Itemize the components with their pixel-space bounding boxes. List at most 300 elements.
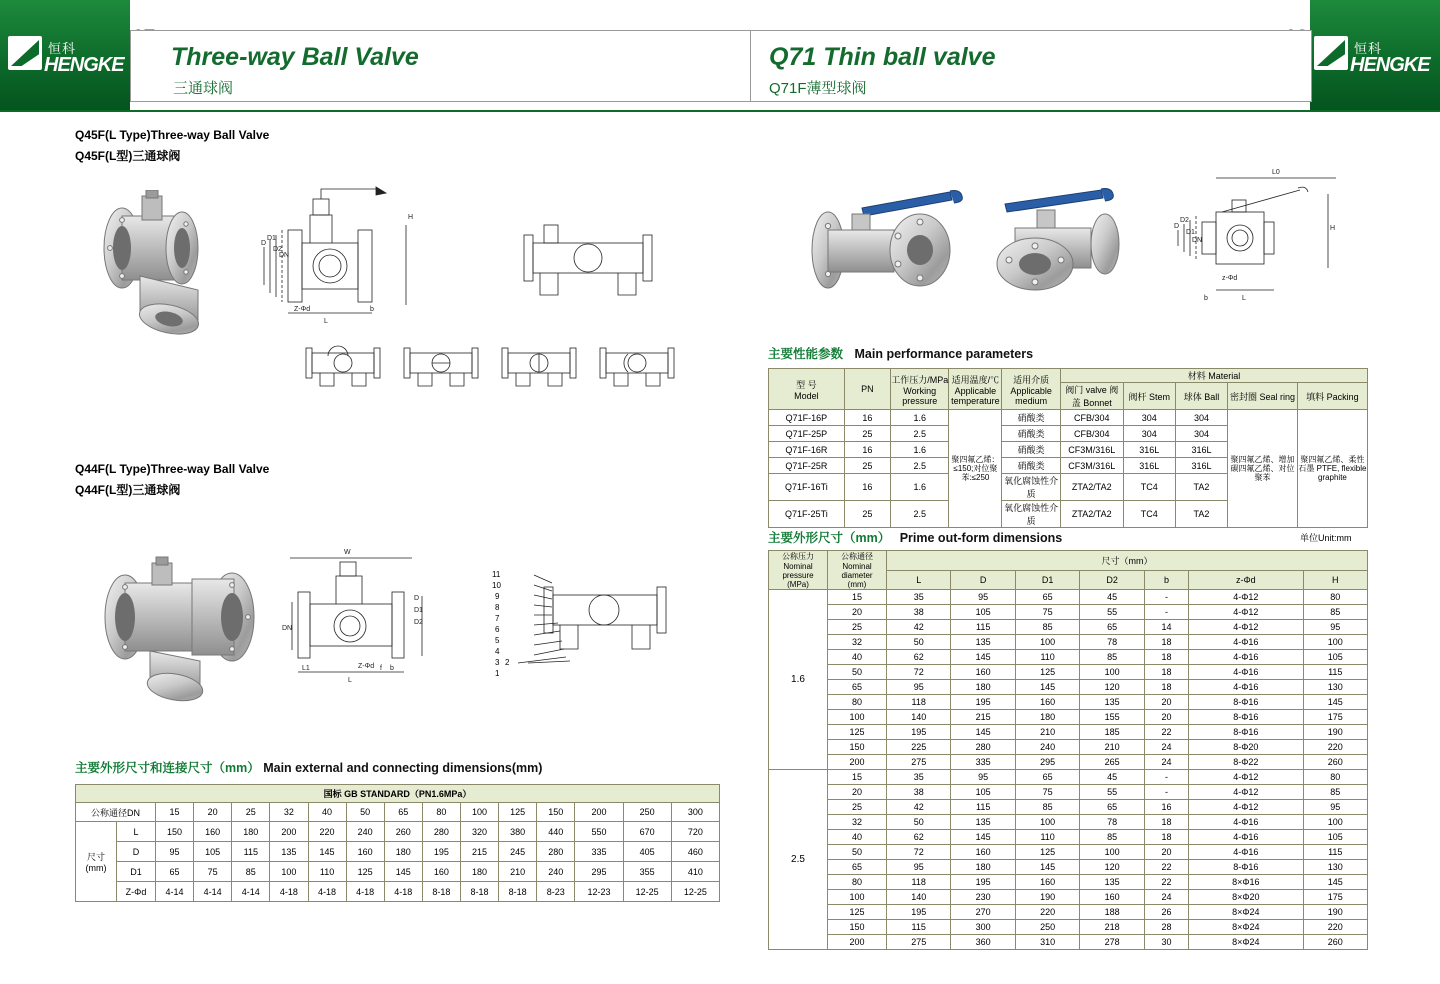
dim-row — [769, 620, 1368, 635]
perf-cell-stem: TC4 — [1123, 474, 1175, 501]
left-table-cell: 8-18 — [499, 882, 537, 902]
left-table-dn-cell: 300 — [671, 803, 719, 822]
left-table-cell: 135 — [270, 842, 308, 862]
dim-cell-D1: 85 — [1015, 800, 1079, 815]
dim-cell-L: 195 — [887, 725, 951, 740]
dim-cell-b: 20 — [1144, 845, 1188, 860]
dim-cell-zd: 4-Φ12 — [1189, 770, 1303, 785]
svg-text:Z-Φd: Z-Φd — [358, 663, 375, 670]
callout-4: 4 — [495, 647, 500, 656]
dim-cell-H: 95 — [1303, 620, 1368, 635]
dim-cell-D: 135 — [951, 635, 1015, 650]
perf-head-seal: 密封圈 Seal ring — [1228, 383, 1298, 410]
left-table-cell: 180 — [461, 862, 499, 882]
dim-cell-H: 80 — [1303, 590, 1368, 605]
svg-text:D1: D1 — [267, 235, 276, 242]
left-table-cell: 460 — [671, 842, 719, 862]
left-table-cell: 335 — [575, 842, 623, 862]
svg-text:b: b — [390, 665, 394, 672]
dim-cell-H: 145 — [1303, 875, 1368, 890]
dim-cell-L: 140 — [887, 710, 951, 725]
dim-cell-b: 16 — [1144, 800, 1188, 815]
left-table-cell: 380 — [499, 822, 537, 842]
dim-cell-D2: 160 — [1080, 890, 1144, 905]
svg-text:b: b — [1204, 295, 1208, 302]
dim-cell-zd: 4-Φ12 — [1189, 620, 1303, 635]
dim-cell-zd: 8-Φ16 — [1189, 725, 1303, 740]
q44f-photo — [80, 555, 280, 705]
perf-banner — [768, 344, 1033, 362]
dim-cell-D2: 210 — [1080, 740, 1144, 755]
dim-cell-zd: 8-Φ16 — [1189, 710, 1303, 725]
dim-cell-D2: 135 — [1080, 695, 1144, 710]
dim-cell-D: 335 — [951, 755, 1015, 770]
dim-cell-b: 20 — [1144, 710, 1188, 725]
left-table-cell: 4-18 — [270, 882, 308, 902]
dim-cell-D: 180 — [951, 860, 1015, 875]
dim-row — [769, 725, 1368, 740]
dim-cell-zd: 4-Φ16 — [1189, 845, 1303, 860]
dim-cell-zd: 8×Φ24 — [1189, 920, 1303, 935]
dim-cell-b: 18 — [1144, 635, 1188, 650]
dim-cell-pressure: 1.6 — [769, 590, 828, 770]
dim-head-col: D1 — [1015, 570, 1079, 590]
left-table-cell: 215 — [461, 842, 499, 862]
dim-cell-b: 26 — [1144, 905, 1188, 920]
dim-cell-H: 130 — [1303, 860, 1368, 875]
left-table-dn-cell: 32 — [270, 803, 308, 822]
dim-cell-L: 72 — [887, 845, 951, 860]
svg-text:D2: D2 — [1180, 217, 1189, 224]
dim-row — [769, 590, 1368, 605]
dim-cell-D1: 160 — [1015, 695, 1079, 710]
dim-head-col: L — [887, 570, 951, 590]
dim-cell-zd: 4-Φ12 — [1189, 590, 1303, 605]
dim-cell-dn: 125 — [828, 905, 887, 920]
svg-text:L: L — [348, 677, 352, 684]
left-table-cell: 8-18 — [422, 882, 460, 902]
dim-head-col: z-Φd — [1189, 570, 1303, 590]
dim-cell-D2: 85 — [1080, 830, 1144, 845]
dim-cell-D1: 190 — [1015, 890, 1079, 905]
dim-cell-L: 115 — [887, 920, 951, 935]
svg-text:DN: DN — [1192, 237, 1203, 244]
dim-cell-D1: 145 — [1015, 860, 1079, 875]
left-table-cell: 670 — [623, 822, 671, 842]
left-table-cell: 245 — [499, 842, 537, 862]
title-right — [750, 30, 1312, 102]
left-table-cell: 105 — [194, 842, 232, 862]
dim-cell-H: 190 — [1303, 725, 1368, 740]
dim-cell-H: 115 — [1303, 845, 1368, 860]
valve-port-variants — [300, 340, 700, 392]
dim-cell-zd: 4-Φ16 — [1189, 815, 1303, 830]
callout-10: 10 — [492, 581, 501, 590]
leaf-icon — [8, 36, 42, 70]
dim-cell-zd: 8-Φ20 — [1189, 740, 1303, 755]
unit-note: 单位Unit:mm — [1300, 533, 1352, 543]
perf-cell-model: Q71F-25P — [769, 426, 845, 442]
perf-cell-pn: 25 — [844, 458, 890, 474]
left-table-dn-cell: 20 — [194, 803, 232, 822]
dim-row — [769, 650, 1368, 665]
left-table-dn-cell: 15 — [156, 803, 194, 822]
dim-cell-D: 195 — [951, 875, 1015, 890]
dim-cell-b: 30 — [1144, 935, 1188, 950]
dim-cell-dn: 20 — [828, 605, 887, 620]
dim-cell-b: 24 — [1144, 755, 1188, 770]
dim-cell-D2: 120 — [1080, 860, 1144, 875]
dim-cell-D2: 78 — [1080, 635, 1144, 650]
perf-cell-ball: 316L — [1175, 458, 1227, 474]
dim-cell-L: 42 — [887, 800, 951, 815]
left-table-cell: 180 — [232, 822, 270, 842]
svg-text:D1: D1 — [1186, 229, 1195, 236]
svg-text:D2: D2 — [414, 619, 423, 626]
dim-cell-D: 160 — [951, 845, 1015, 860]
left-table-cell: 260 — [384, 822, 422, 842]
title-left-cn: 三通球阀 — [173, 80, 234, 97]
perf-head-packing: 填料 Packing — [1297, 383, 1367, 410]
dim-cell-D: 195 — [951, 695, 1015, 710]
dim-row — [769, 890, 1368, 905]
callout-5: 5 — [495, 636, 500, 645]
dim-cell-H: 145 — [1303, 695, 1368, 710]
perf-cell-seal: 聚四氟乙烯、增加碳四氟乙烯、对位聚苯 — [1228, 410, 1298, 528]
dim-cell-D2: 55 — [1080, 785, 1144, 800]
perf-cell-wp: 1.6 — [891, 474, 949, 501]
dim-cell-dn: 50 — [828, 665, 887, 680]
section1-title-cn: Q45F(L型)三通球阀 — [75, 149, 181, 163]
dim-cell-L: 140 — [887, 890, 951, 905]
dim-cell-b: 18 — [1144, 815, 1188, 830]
perf-cell-ball: 304 — [1175, 426, 1227, 442]
dim-cell-zd: 8-Φ16 — [1189, 695, 1303, 710]
dim-cell-b: - — [1144, 605, 1188, 620]
q45f-section-drawing — [510, 215, 700, 325]
dim-cell-pressure: 2.5 — [769, 770, 828, 950]
left-table-cell: 145 — [308, 842, 346, 862]
dim-cell-D2: 85 — [1080, 650, 1144, 665]
dim-cell-L: 38 — [887, 785, 951, 800]
dim-cell-b: - — [1144, 770, 1188, 785]
dim-cell-dn: 15 — [828, 590, 887, 605]
dim-row — [769, 920, 1368, 935]
perf-cell-stem: 316L — [1123, 458, 1175, 474]
perf-cell-bonnet: ZTA2/TA2 — [1060, 474, 1123, 501]
perf-cell-ball: TA2 — [1175, 474, 1227, 501]
dim-cell-L: 275 — [887, 935, 951, 950]
dim-cell-dn: 200 — [828, 755, 887, 770]
left-table-row-label: Z-Φd — [117, 882, 156, 902]
page-header — [0, 0, 1440, 110]
dim-cell-zd: 4-Φ12 — [1189, 605, 1303, 620]
svg-text:H: H — [408, 214, 414, 221]
svg-text:b: b — [370, 306, 374, 313]
dim-cell-zd: 4-Φ12 — [1189, 785, 1303, 800]
left-table-cell: 4-14 — [156, 882, 194, 902]
dim-cell-b: - — [1144, 590, 1188, 605]
left-table-cell: 12-25 — [623, 882, 671, 902]
dim-cell-D2: 100 — [1080, 665, 1144, 680]
left-table-cell: 195 — [422, 842, 460, 862]
left-table-dn-cell: 40 — [308, 803, 346, 822]
perf-cell-stem: 304 — [1123, 410, 1175, 426]
dim-cell-D1: 210 — [1015, 725, 1079, 740]
q45f-line-drawing — [258, 185, 488, 345]
dim-row — [769, 755, 1368, 770]
left-table-cell: 4-18 — [308, 882, 346, 902]
dim-cell-dn: 80 — [828, 695, 887, 710]
left-table-dn-label: 公称通径DN — [76, 803, 156, 822]
dim-cell-D2: 45 — [1080, 590, 1144, 605]
svg-text:D: D — [1174, 223, 1180, 230]
dim-cell-D: 360 — [951, 935, 1015, 950]
perf-cell-bonnet: CF3M/316L — [1060, 442, 1123, 458]
left-table-cell: 4-18 — [346, 882, 384, 902]
dim-cell-b: 24 — [1144, 890, 1188, 905]
perf-cell-model: Q71F-16Ti — [769, 474, 845, 501]
svg-text:f: f — [380, 665, 382, 672]
logo-en-text: HENGKE — [44, 54, 124, 76]
dim-cell-L: 275 — [887, 755, 951, 770]
dim-head-col: D — [951, 570, 1015, 590]
dim-cell-b: 22 — [1144, 860, 1188, 875]
dim-cell-dn: 80 — [828, 875, 887, 890]
dim-cell-H: 85 — [1303, 785, 1368, 800]
dim-head-pressure: 公称压力 Nominal pressure (MPa) — [769, 551, 828, 590]
dim-row — [769, 875, 1368, 890]
left-table-dn-cell: 80 — [422, 803, 460, 822]
dim-row — [769, 935, 1368, 950]
dim-cell-L: 95 — [887, 680, 951, 695]
callout-7: 7 — [495, 614, 500, 623]
dim-cell-D1: 65 — [1015, 770, 1079, 785]
dim-cell-D2: 78 — [1080, 815, 1144, 830]
left-table-cell: 12-23 — [575, 882, 623, 902]
perf-cell-medium: 硝酸类 — [1002, 410, 1061, 426]
dim-cell-D1: 65 — [1015, 590, 1079, 605]
dim-row — [769, 830, 1368, 845]
dim-cell-D2: 218 — [1080, 920, 1144, 935]
perf-cell-model: Q71F-25Ti — [769, 501, 845, 528]
perf-cell-stem: TC4 — [1123, 501, 1175, 528]
title-right-en: Q71 Thin ball valve — [769, 43, 996, 71]
left-table-dn-cell: 250 — [623, 803, 671, 822]
dim-cell-D: 115 — [951, 800, 1015, 815]
left-table-cell: 95 — [156, 842, 194, 862]
svg-text:W: W — [344, 549, 351, 556]
perf-cell-wp: 2.5 — [891, 458, 949, 474]
left-table-cell: 150 — [156, 822, 194, 842]
dim-cell-D1: 295 — [1015, 755, 1079, 770]
perf-head-medium: 适用介质 Applicable medium — [1002, 369, 1061, 410]
dim-cell-L: 225 — [887, 740, 951, 755]
left-table-standard-header: 国标 GB STANDARD（PN1.6MPa） — [76, 785, 720, 803]
perf-cell-bonnet: CFB/304 — [1060, 426, 1123, 442]
q71f-photo-2 — [975, 178, 1165, 303]
perf-cell-model: Q71F-16R — [769, 442, 845, 458]
dim-cell-D2: 65 — [1080, 800, 1144, 815]
dim-cell-zd: 4-Φ16 — [1189, 680, 1303, 695]
dim-cell-L: 62 — [887, 830, 951, 845]
left-table-row-label: D — [117, 842, 156, 862]
perf-cell-bonnet: ZTA2/TA2 — [1060, 501, 1123, 528]
dim-cell-dn: 40 — [828, 650, 887, 665]
left-table-cell: 320 — [461, 822, 499, 842]
svg-text:Z-Φd: Z-Φd — [294, 306, 311, 313]
dim-cell-H: 175 — [1303, 890, 1368, 905]
perf-cell-ball: TA2 — [1175, 501, 1227, 528]
dim-cell-H: 105 — [1303, 830, 1368, 845]
dim-cell-L: 38 — [887, 605, 951, 620]
dim-cell-H: 100 — [1303, 815, 1368, 830]
svg-text:DN: DN — [282, 625, 293, 632]
left-dim-banner-cn: 主要外形尺寸和连接尺寸（mm） — [75, 761, 260, 775]
dim-cell-D1: 240 — [1015, 740, 1079, 755]
right-dim-banner — [768, 528, 1062, 546]
dim-row — [769, 665, 1368, 680]
svg-text:D: D — [261, 240, 267, 247]
dim-cell-H: 220 — [1303, 920, 1368, 935]
dim-cell-L: 50 — [887, 815, 951, 830]
perf-cell-stem: 316L — [1123, 442, 1175, 458]
dim-cell-b: 20 — [1144, 695, 1188, 710]
right-dim-banner-en: Prime out-form dimensions — [899, 531, 1063, 545]
dim-row — [769, 845, 1368, 860]
callout-6: 6 — [495, 625, 500, 634]
dim-cell-D: 300 — [951, 920, 1015, 935]
left-table-cell: 405 — [623, 842, 671, 862]
dim-row — [769, 770, 1368, 785]
dim-cell-zd: 4-Φ16 — [1189, 635, 1303, 650]
dim-cell-b: 18 — [1144, 650, 1188, 665]
perf-head-stem: 阀杆 Stem — [1123, 383, 1175, 410]
perf-head-wp: 工作压力/MPa Working pressure — [891, 369, 949, 410]
logo-cn-text: 恒科 — [1354, 41, 1383, 56]
logo-right — [1314, 36, 1432, 78]
left-table-dn-cell: 65 — [384, 803, 422, 822]
dim-cell-D: 95 — [951, 590, 1015, 605]
dim-cell-H: 100 — [1303, 635, 1368, 650]
dim-cell-D1: 100 — [1015, 815, 1079, 830]
leaf-icon — [1314, 36, 1348, 70]
dim-cell-b: 28 — [1144, 920, 1188, 935]
left-table-cell: 160 — [346, 842, 384, 862]
dim-cell-L: 35 — [887, 590, 951, 605]
dim-cell-D1: 160 — [1015, 875, 1079, 890]
left-table-cell: 200 — [270, 822, 308, 842]
dim-cell-dn: 200 — [828, 935, 887, 950]
left-table-cell: 4-14 — [232, 882, 270, 902]
dim-cell-dn: 32 — [828, 815, 887, 830]
left-table-cell: 125 — [346, 862, 384, 882]
dim-row — [769, 635, 1368, 650]
left-table-row-label: L — [117, 822, 156, 842]
dim-cell-D: 180 — [951, 680, 1015, 695]
perf-cell-medium: 氧化腐蚀性介质 — [1002, 474, 1061, 501]
left-table-cell: 220 — [308, 822, 346, 842]
dim-cell-D2: 135 — [1080, 875, 1144, 890]
dim-cell-D2: 155 — [1080, 710, 1144, 725]
left-dim-banner-en: Main external and connecting dimensions(mm) — [263, 761, 543, 775]
dim-cell-D1: 220 — [1015, 905, 1079, 920]
dim-cell-D: 160 — [951, 665, 1015, 680]
dim-cell-D: 135 — [951, 815, 1015, 830]
left-table-cell: 160 — [422, 862, 460, 882]
callout-8: 8 — [495, 603, 500, 612]
dim-cell-D1: 125 — [1015, 845, 1079, 860]
perf-cell-medium: 硝酸类 — [1002, 426, 1061, 442]
dim-row — [769, 605, 1368, 620]
dim-row — [769, 905, 1368, 920]
dim-cell-D2: 265 — [1080, 755, 1144, 770]
dim-cell-dn: 150 — [828, 920, 887, 935]
dim-cell-dn: 25 — [828, 620, 887, 635]
dim-cell-dn: 32 — [828, 635, 887, 650]
left-table-cell: 280 — [422, 822, 460, 842]
perf-head-material: 材料 Material — [1060, 369, 1367, 383]
title-left-en: Three-way Ball Valve — [171, 43, 419, 71]
left-table-cell: 410 — [671, 862, 719, 882]
dim-cell-L: 62 — [887, 650, 951, 665]
perf-cell-model: Q71F-16P — [769, 410, 845, 426]
perf-cell-wp: 2.5 — [891, 501, 949, 528]
perf-cell-medium: 硝酸类 — [1002, 442, 1061, 458]
dim-cell-L: 95 — [887, 860, 951, 875]
left-table-cell: 720 — [671, 822, 719, 842]
left-dim-banner — [75, 758, 542, 776]
dim-cell-zd: 8-Φ22 — [1189, 755, 1303, 770]
section2-title-en: Q44F(L Type)Three-way Ball Valve — [75, 462, 270, 476]
dim-cell-D: 105 — [951, 785, 1015, 800]
dim-row — [769, 815, 1368, 830]
dim-row — [769, 680, 1368, 695]
left-table-cell: 8-18 — [461, 882, 499, 902]
left-table-size-label: 尺寸 (mm) — [76, 822, 117, 902]
left-table-cell: 75 — [194, 862, 232, 882]
dim-cell-L: 118 — [887, 875, 951, 890]
left-table-cell: 240 — [346, 822, 384, 842]
q71f-line-drawing — [1160, 160, 1370, 320]
dim-cell-dn: 15 — [828, 770, 887, 785]
dim-cell-D: 95 — [951, 770, 1015, 785]
dim-cell-D: 270 — [951, 905, 1015, 920]
perf-cell-pn: 16 — [844, 442, 890, 458]
perf-cell-pn: 25 — [844, 426, 890, 442]
svg-text:DN: DN — [279, 252, 290, 259]
logo-en-text: HENGKE — [1350, 54, 1430, 76]
left-table-cell: 550 — [575, 822, 623, 842]
dim-cell-D: 105 — [951, 605, 1015, 620]
svg-text:L: L — [324, 318, 328, 325]
dim-cell-H: 95 — [1303, 800, 1368, 815]
dim-cell-L: 195 — [887, 905, 951, 920]
perf-head-model: 型 号 Model — [769, 369, 845, 410]
dim-cell-zd: 8-Φ16 — [1189, 860, 1303, 875]
left-table-cell: 115 — [232, 842, 270, 862]
dim-head-col: H — [1303, 570, 1368, 590]
dim-row — [769, 740, 1368, 755]
perf-head-bonnet: 阀门 valve 阀盖 Bonnet — [1060, 383, 1123, 410]
dim-cell-D2: 188 — [1080, 905, 1144, 920]
dim-cell-zd: 8×Φ24 — [1189, 935, 1303, 950]
dim-cell-b: 22 — [1144, 725, 1188, 740]
dim-cell-dn: 20 — [828, 785, 887, 800]
perf-banner-cn: 主要性能参数 — [768, 347, 844, 361]
dim-cell-zd: 4-Φ16 — [1189, 650, 1303, 665]
dim-cell-D1: 100 — [1015, 635, 1079, 650]
